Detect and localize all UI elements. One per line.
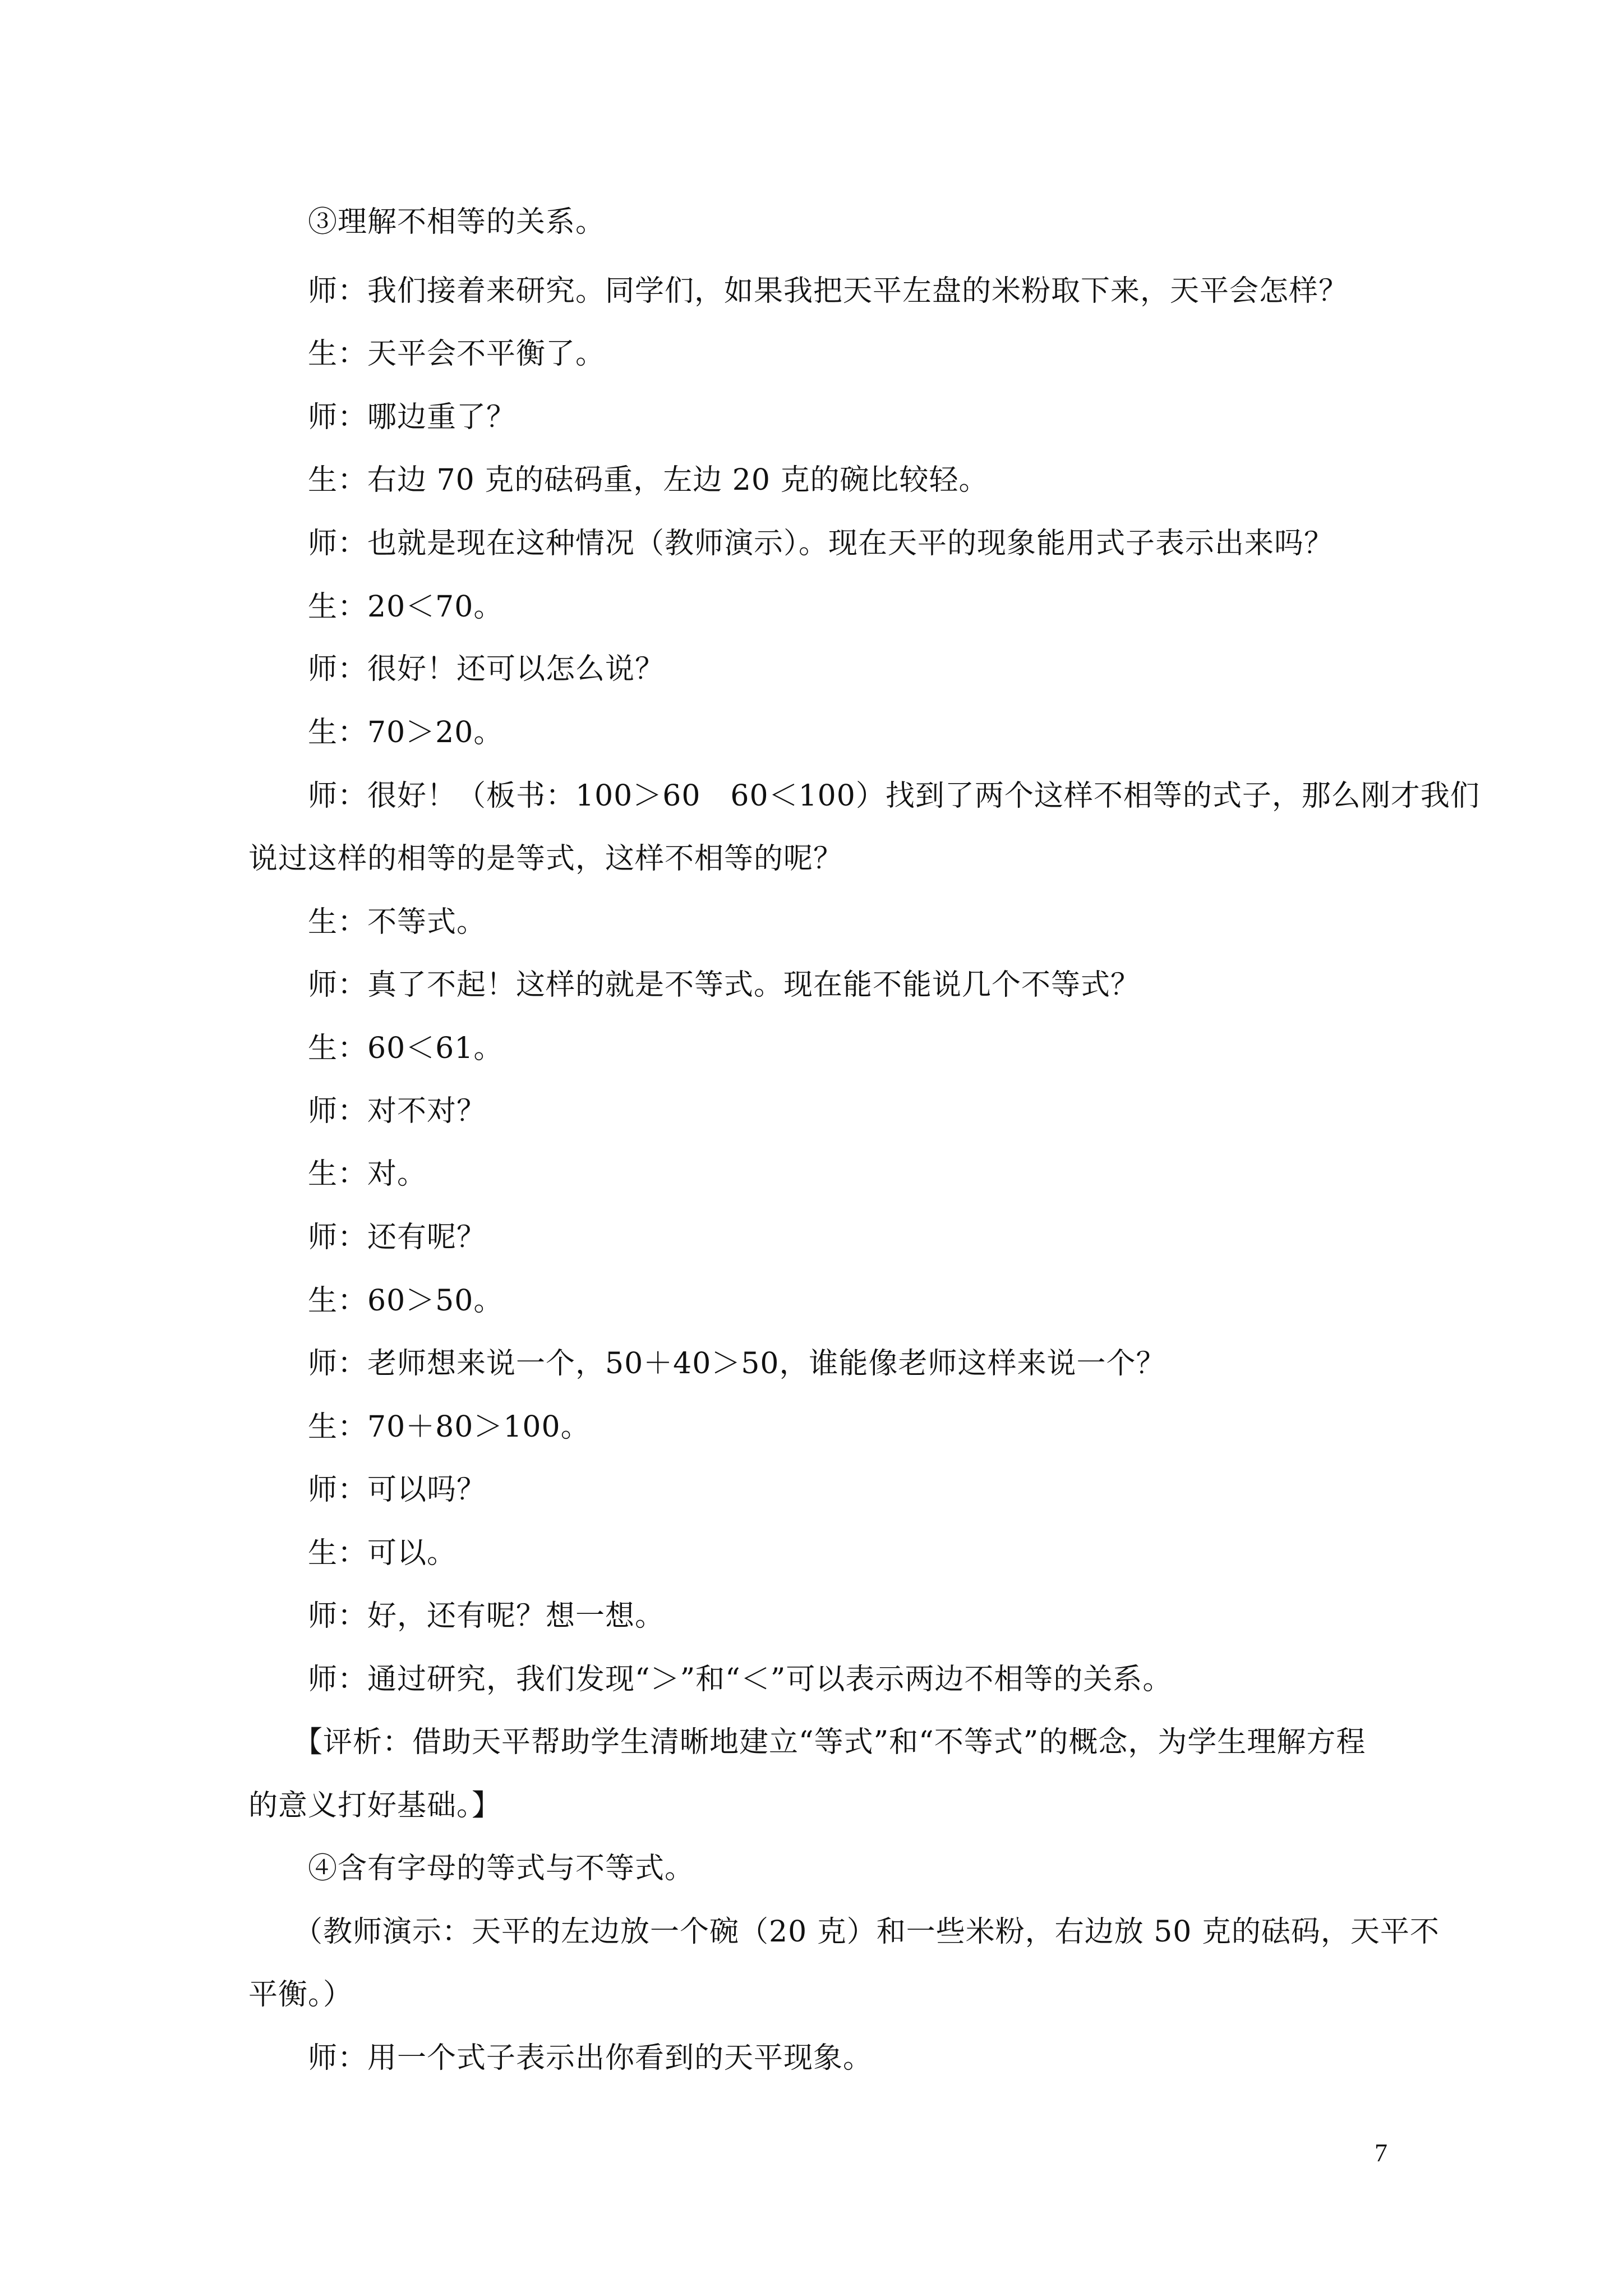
paragraph-line: 师：老师想来说一个，50＋40＞50，谁能像老师这样来说一个？ xyxy=(248,1347,1166,1381)
paragraph-line: 生：70＞20。 xyxy=(248,716,504,749)
paragraph-line: 师：对不对？ xyxy=(248,1094,487,1128)
paragraph-line: 生：20＜70。 xyxy=(248,590,504,624)
paragraph-line: 生：不等式。 xyxy=(248,905,487,939)
paragraph-line: 生：天平会不平衡了。 xyxy=(248,337,606,371)
paragraph-line: 师：可以吗？ xyxy=(248,1473,487,1507)
paragraph-line: 生：60＞50。 xyxy=(248,1284,504,1318)
page-number: 7 xyxy=(1375,2138,1387,2167)
paragraph-line: 师：还有呢？ xyxy=(248,1221,487,1254)
paragraph-line: 师：也就是现在这种情况（教师演示）。现在天平的现象能用式子表示出来吗？ xyxy=(248,527,1334,560)
paragraph-line: 生：70＋80＞100。 xyxy=(248,1410,591,1444)
paragraph-line: 师：真了不起！这样的就是不等式。现在能不能说几个不等式？ xyxy=(248,968,1141,1002)
paragraph-line: 生：可以。 xyxy=(248,1536,457,1570)
paragraph-line: ④含有字母的等式与不等式。 xyxy=(248,1852,695,1885)
paragraph-line: 师：好，还有呢？想一想。 xyxy=(248,1599,665,1633)
paragraph-line: 【评析：借助天平帮助学生清晰地建立“等式”和“不等式”的概念，为学生理解方程 xyxy=(248,1726,1366,1759)
paragraph-line: 师：我们接着来研究。同学们，如果我把天平左盘的米粉取下来，天平会怎样？ xyxy=(248,274,1349,308)
paragraph-line: 师：哪边重了？ xyxy=(248,401,517,434)
paragraph-line: 师：通过研究，我们发现“＞”和“＜”可以表示两边不相等的关系。 xyxy=(248,1663,1173,1696)
paragraph-line: 师：用一个式子表示出你看到的天平现象。 xyxy=(248,2041,873,2075)
paragraph-line: 生：60＜61。 xyxy=(248,1032,504,1065)
paragraph-line: 生：右边 70 克的砝码重，左边 20 克的碗比较轻。 xyxy=(248,463,989,497)
paragraph-line: （教师演示：天平的左边放一个碗（20 克）和一些米粉，右边放 50 克的砝码，天平不 xyxy=(248,1915,1440,1949)
paragraph-line: 生：对。 xyxy=(248,1157,427,1191)
paragraph-line: 师：很好！（板书：100＞60 60＜100）找到了两个这样不相等的式子，那么刚才我们 xyxy=(248,779,1480,813)
paragraph-line: 师：很好！还可以怎么说？ xyxy=(248,652,665,686)
paragraph-line: 说过这样的相等的是等式，这样不相等的呢？ xyxy=(248,842,843,876)
paragraph-line: 平衡。） xyxy=(248,1978,353,2012)
paragraph-line: ③理解不相等的关系。 xyxy=(248,205,606,239)
paragraph-line: 的意义打好基础。】 xyxy=(248,1789,502,1823)
